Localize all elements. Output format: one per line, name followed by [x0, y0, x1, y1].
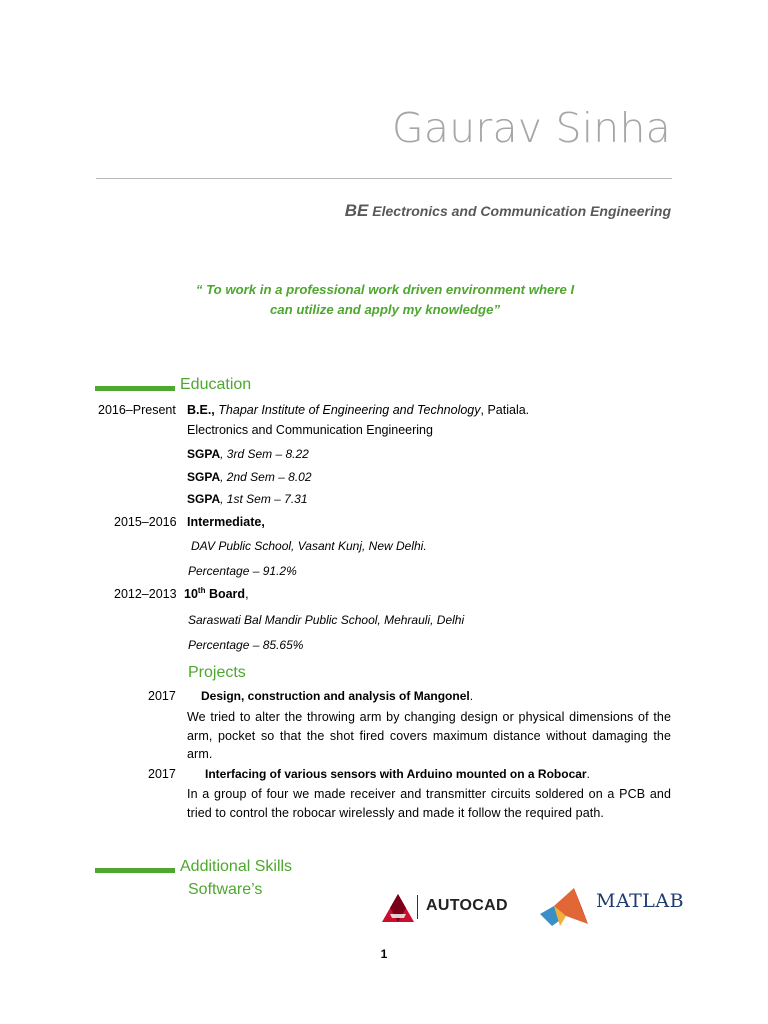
- project-title-end: .: [469, 689, 474, 703]
- sgpa-label: SGPA: [187, 492, 221, 506]
- tenth-title-suffix: th: [197, 585, 206, 595]
- education-heading: Education: [180, 376, 252, 393]
- tenth-title-number: 10: [184, 587, 198, 601]
- tenth-title: [184, 587, 249, 601]
- project-title-end: .: [586, 767, 590, 781]
- skills-heading: Additional Skills: [180, 858, 293, 875]
- be-years: 2016–Present: [98, 403, 176, 417]
- education-heading-bar: [95, 386, 175, 391]
- degree-name: Electronics and Communication Engineering: [368, 203, 671, 219]
- autocad-logo-text: AUTOCAD: [426, 897, 508, 914]
- page-number: 1: [380, 947, 388, 961]
- project-title: [201, 689, 473, 703]
- objective-line-2: can utilize and apply my knowledge”: [269, 302, 501, 317]
- be-institute: Thapar Institute of Engineering and Technology: [218, 403, 481, 417]
- sgpa-1st: [187, 492, 308, 506]
- tenth-title-comma: ,: [245, 587, 249, 601]
- autocad-logo-divider: [417, 895, 418, 919]
- sgpa-value: , 2nd Sem – 8.02: [220, 470, 312, 484]
- skills-heading-bar: [95, 868, 175, 873]
- projects-heading: Projects: [188, 664, 246, 681]
- inter-percentage: Percentage – 91.2%: [188, 564, 297, 578]
- be-branch: Electronics and Communication Engineering: [187, 423, 433, 437]
- project-title-text: Design, construction and analysis of Mangonel: [201, 689, 470, 703]
- inter-title: Intermediate,: [187, 515, 265, 529]
- tenth-years: 2012–2013: [114, 587, 177, 601]
- be-city: , Patiala.: [480, 403, 530, 417]
- project-description: We tried to alter the throwing arm by changing design or physical dimensions of the arm, pocket so that the shot fired covers maximum distance without damaging the arm.: [187, 710, 671, 761]
- tenth-percentage: Percentage – 85.65%: [188, 638, 304, 652]
- sgpa-2nd: [187, 470, 312, 484]
- be-degree-line: [187, 403, 529, 417]
- sgpa-label: SGPA: [187, 447, 221, 461]
- autocad-logo: [380, 892, 520, 924]
- be-degree: B.E.,: [187, 403, 215, 417]
- sgpa-value: , 1st Sem – 7.31: [220, 492, 308, 506]
- matlab-logo: [538, 886, 688, 930]
- degree-prefix: BE: [344, 201, 369, 220]
- header-divider: [96, 178, 672, 179]
- project-title: [205, 767, 590, 781]
- project-title-text: Interfacing of various sensors with Arduino mounted on a Robocar: [205, 767, 587, 781]
- sgpa-label: SGPA: [187, 470, 221, 484]
- candidate-name: Gaurav Sinha: [391, 104, 671, 152]
- inter-years: 2015–2016: [114, 515, 177, 529]
- inter-school: DAV Public School, Vasant Kunj, New Delhi.: [191, 539, 427, 553]
- sgpa-value: , 3rd Sem – 8.22: [220, 447, 309, 461]
- project-description: In a group of four we made receiver and transmitter circuits soldered on a PCB and tried to control the robocar wirelessly and made it follow the required path.: [187, 787, 671, 820]
- matlab-logo-icon: [538, 886, 592, 930]
- career-objective: [170, 280, 600, 320]
- objective-line-1: “ To work in a professional work driven environment where I: [195, 282, 575, 297]
- tenth-title-text: Board: [205, 587, 246, 601]
- matlab-logo-text: MATLAB: [596, 890, 685, 912]
- autocad-logo-icon: [380, 892, 416, 924]
- project-year: 2017: [148, 767, 176, 781]
- tenth-school: Saraswati Bal Mandir Public School, Mehrauli, Delhi: [188, 613, 465, 627]
- sgpa-3rd: [187, 447, 309, 461]
- degree-line: [345, 201, 671, 221]
- software-subheading: Software’s: [188, 881, 263, 898]
- project-year: 2017: [148, 689, 176, 703]
